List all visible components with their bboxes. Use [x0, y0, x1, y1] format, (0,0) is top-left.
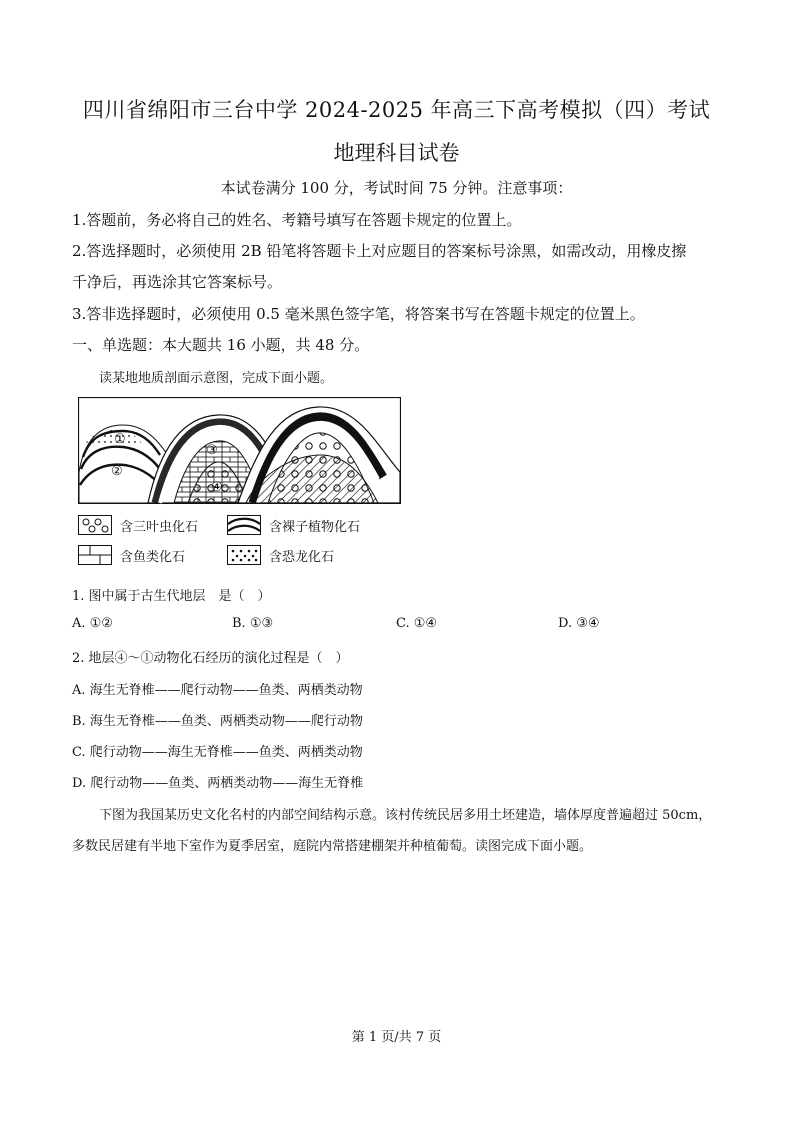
dots-pattern-icon: [227, 545, 261, 565]
q1-option-d: D. ③④: [558, 616, 600, 631]
legend-label: 含恐龙化石: [269, 549, 335, 565]
q2-option-d: D. 爬行动物——鱼类、两栖类动物——海生无脊椎: [72, 776, 364, 791]
q2-option-a: A. 海生无脊椎——爬行动物——鱼类、两栖类动物: [72, 683, 363, 698]
q1-option-c: C. ①④: [396, 616, 438, 631]
legend-item: [78, 545, 185, 565]
legend-item: [78, 515, 198, 535]
q1-option-a: A. ①②: [72, 616, 113, 631]
legend-label: 含鱼类化石: [120, 549, 186, 565]
label-3: ③: [206, 443, 218, 458]
label-4: ④: [211, 480, 223, 495]
page-footer: 第 1 页/共 7 页: [351, 1030, 442, 1045]
instruction-2-cont: 千净后，再选涂其它答案标号。: [72, 273, 283, 291]
passage-line-2: 多数民居建有半地下室作为夏季居室，庭院内常搭建棚架并种植葡萄。读图完成下面小题。: [72, 839, 593, 854]
exam-subtitle: 地理科目试卷: [333, 141, 460, 165]
curved-lines-pattern-icon: [227, 515, 261, 535]
figure-intro: 读某地地质剖面示意图，完成下面小题。: [99, 371, 334, 386]
legend-item: [227, 515, 360, 535]
instruction-1: 1.答题前，务必将自己的姓名、考籍号填写在答题卡规定的位置上。: [72, 211, 522, 229]
legend-label: 含裸子植物化石: [269, 519, 361, 535]
q1-option-b: B. ①③: [232, 616, 274, 631]
q2-option-b: B. 海生无脊椎——鱼类、两栖类动物——爬行动物: [72, 714, 363, 729]
instruction-2: 2.答选择题时，必须使用 2B 铅笔将答题卡上对应题目的答案标号涂黑，如需改动，用橡皮擦: [72, 242, 687, 260]
q2-option-c: C. 爬行动物——海生无脊椎——鱼类、两栖类动物: [72, 745, 363, 760]
exam-title: 四川省绵阳市三台中学 2024-2025 年高三下高考模拟（四）考试: [82, 98, 711, 122]
section-heading: 一、单选题：本大题共 16 小题，共 48 分。: [72, 336, 370, 354]
exam-note: 本试卷满分 100 分，考试时间 75 分钟。注意事项：: [220, 179, 573, 197]
question-2-stem: 2. 地层④～①动物化石经历的演化过程是（ ）: [72, 651, 349, 666]
geologic-section-figure: [78, 397, 401, 504]
label-1: ①: [114, 432, 126, 447]
brick-pattern-icon: [78, 545, 112, 565]
legend-label: 含三叶虫化石: [120, 519, 199, 535]
label-2: ②: [111, 464, 123, 479]
figure-legend: [78, 515, 398, 570]
legend-item: [227, 545, 334, 565]
circles-pattern-icon: [78, 515, 112, 535]
instruction-3: 3.答非选择题时，必须使用 0.5 毫米黑色签字笔，将答案书写在答题卡规定的位置上。: [72, 305, 645, 323]
question-1-stem: 1. 图中属于古生代地层 是（ ）: [72, 589, 271, 604]
passage-line-1: 下图为我国某历史文化名村的内部空间结构示意。该村传统民居多用土坯建造，墙体厚度普遍超过 50cm，: [99, 808, 712, 823]
